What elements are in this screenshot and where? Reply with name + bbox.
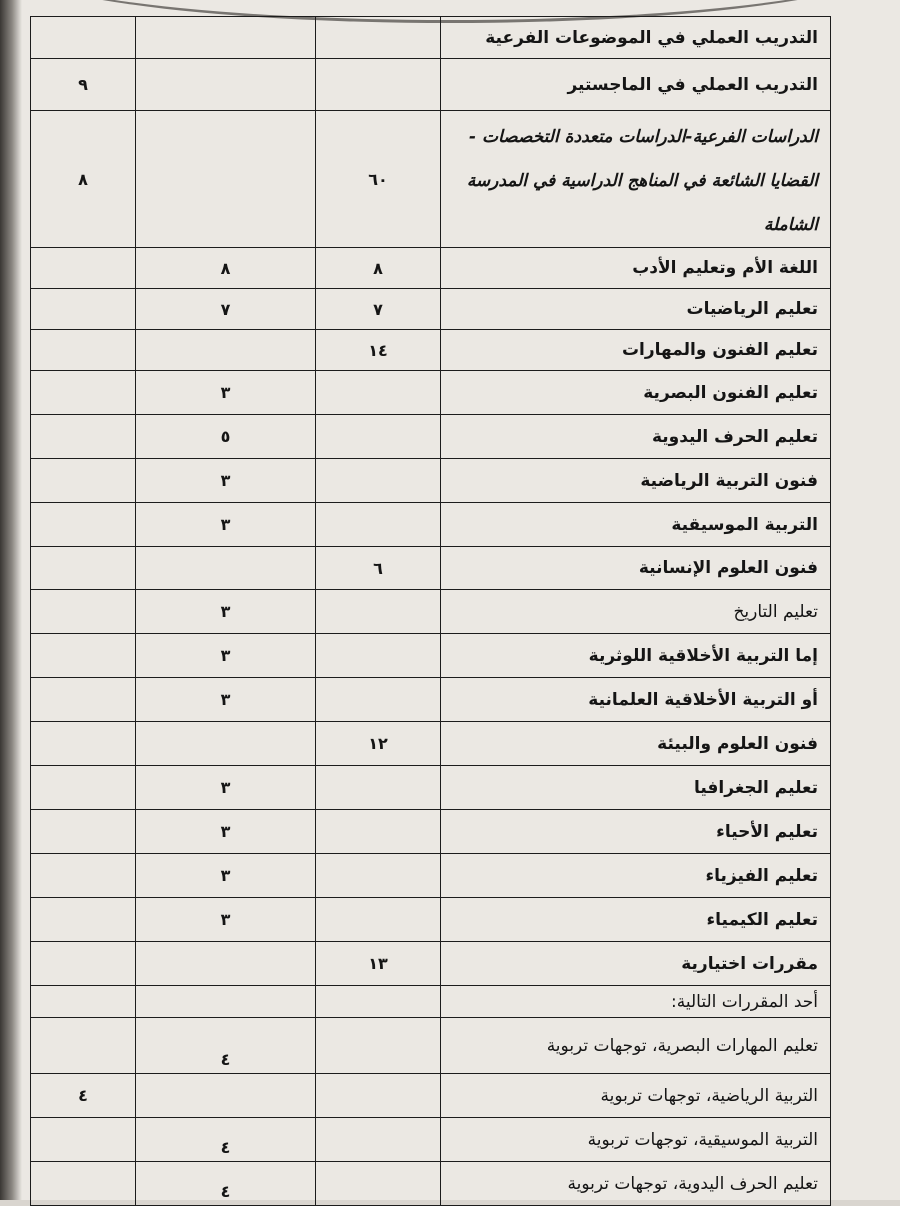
extra-credits: ٩ xyxy=(31,59,136,111)
extra-credits xyxy=(31,678,136,722)
table-row xyxy=(31,17,831,59)
extra-credits xyxy=(31,459,136,503)
total-credits xyxy=(316,17,441,59)
course-title: اللغة الأم وتعليم الأدب xyxy=(441,248,831,289)
course-title: تعليم الحرف اليدوية، توجهات تربوية xyxy=(441,1162,831,1206)
total-credits xyxy=(316,371,441,415)
sub-credits: ٧ xyxy=(136,289,316,330)
total-credits: ٦ xyxy=(316,547,441,590)
total-credits xyxy=(316,59,441,111)
extra-credits xyxy=(31,634,136,678)
table-row xyxy=(31,547,831,590)
table-row xyxy=(31,371,831,415)
sub-credits xyxy=(136,722,316,766)
extra-credits xyxy=(31,722,136,766)
extra-credits xyxy=(31,942,136,986)
total-credits xyxy=(316,854,441,898)
sub-credits: ٤ xyxy=(136,1162,316,1206)
extra-credits xyxy=(31,810,136,854)
total-credits xyxy=(316,986,441,1018)
course-credits-table xyxy=(30,16,831,1206)
table-row xyxy=(31,1074,831,1118)
table-row xyxy=(31,459,831,503)
total-credits: ١٣ xyxy=(316,942,441,986)
sub-credits: ٤ xyxy=(136,1018,316,1074)
total-credits: ١٢ xyxy=(316,722,441,766)
table-row xyxy=(31,986,831,1018)
sub-credits: ٣ xyxy=(136,854,316,898)
total-credits xyxy=(316,590,441,634)
course-title: تعليم الجغرافيا xyxy=(441,766,831,810)
extra-credits xyxy=(31,986,136,1018)
table-row xyxy=(31,111,831,248)
course-title: أو التربية الأخلاقية العلمانية xyxy=(441,678,831,722)
course-title: تعليم الفيزياء xyxy=(441,854,831,898)
sub-credits xyxy=(136,111,316,248)
course-title: الدراسات الفرعية-الدراسات متعددة التخصصات - القضايا الشائعة في المناهج الدراسية في المدرسة الشاملة xyxy=(441,111,831,248)
course-title: فنون التربية الرياضية xyxy=(441,459,831,503)
table-row xyxy=(31,898,831,942)
sub-credits: ٨ xyxy=(136,248,316,289)
extra-credits xyxy=(31,1018,136,1074)
extra-credits xyxy=(31,503,136,547)
book-binding-shadow xyxy=(0,0,22,1200)
sub-credits: ٣ xyxy=(136,810,316,854)
extra-credits xyxy=(31,590,136,634)
total-credits: ٧ xyxy=(316,289,441,330)
total-credits xyxy=(316,766,441,810)
total-credits xyxy=(316,810,441,854)
course-title: التربية الموسيقية xyxy=(441,503,831,547)
table-row xyxy=(31,766,831,810)
total-credits: ٨ xyxy=(316,248,441,289)
table-row xyxy=(31,330,831,371)
table-row xyxy=(31,634,831,678)
total-credits xyxy=(316,678,441,722)
extra-credits xyxy=(31,330,136,371)
table-row xyxy=(31,1018,831,1074)
sub-credits xyxy=(136,942,316,986)
sub-credits: ٣ xyxy=(136,634,316,678)
table-row xyxy=(31,1162,831,1206)
extra-credits: ٨ xyxy=(31,111,136,248)
sub-credits: ٣ xyxy=(136,766,316,810)
course-title: التربية الموسيقية، توجهات تربوية xyxy=(441,1118,831,1162)
sub-credits: ٣ xyxy=(136,898,316,942)
extra-credits xyxy=(31,1162,136,1206)
course-title: تعليم الفنون البصرية xyxy=(441,371,831,415)
sub-credits: ٣ xyxy=(136,459,316,503)
total-credits xyxy=(316,1018,441,1074)
course-title: تعليم الأحياء xyxy=(441,810,831,854)
course-title: التدريب العملي في الموضوعات الفرعية xyxy=(441,17,831,59)
total-credits xyxy=(316,503,441,547)
sub-credits xyxy=(136,547,316,590)
table-row xyxy=(31,248,831,289)
course-title: أحد المقررات التالية: xyxy=(441,986,831,1018)
table-row xyxy=(31,59,831,111)
sub-credits: ٣ xyxy=(136,678,316,722)
table-row xyxy=(31,678,831,722)
table-row xyxy=(31,854,831,898)
sub-credits: ٤ xyxy=(136,1118,316,1162)
sub-credits xyxy=(136,330,316,371)
course-title: تعليم الرياضيات xyxy=(441,289,831,330)
extra-credits xyxy=(31,854,136,898)
table-row xyxy=(31,722,831,766)
total-credits xyxy=(316,1118,441,1162)
table-row xyxy=(31,289,831,330)
total-credits: ٦٠ xyxy=(316,111,441,248)
course-title: فنون العلوم والبيئة xyxy=(441,722,831,766)
sub-credits xyxy=(136,17,316,59)
sub-credits: ٣ xyxy=(136,503,316,547)
extra-credits xyxy=(31,289,136,330)
sub-credits xyxy=(136,1074,316,1118)
table-row xyxy=(31,415,831,459)
extra-credits xyxy=(31,248,136,289)
extra-credits xyxy=(31,415,136,459)
course-title: فنون العلوم الإنسانية xyxy=(441,547,831,590)
extra-credits xyxy=(31,17,136,59)
extra-credits xyxy=(31,547,136,590)
course-title: التدريب العملي في الماجستير xyxy=(441,59,831,111)
course-title: تعليم الحرف اليدوية xyxy=(441,415,831,459)
table-row xyxy=(31,503,831,547)
extra-credits: ٤ xyxy=(31,1074,136,1118)
sub-credits: ٣ xyxy=(136,371,316,415)
extra-credits xyxy=(31,898,136,942)
course-title: مقررات اختيارية xyxy=(441,942,831,986)
sub-credits: ٣ xyxy=(136,590,316,634)
course-title: تعليم الكيمياء xyxy=(441,898,831,942)
total-credits xyxy=(316,459,441,503)
total-credits xyxy=(316,1162,441,1206)
extra-credits xyxy=(31,1118,136,1162)
total-credits xyxy=(316,898,441,942)
total-credits: ١٤ xyxy=(316,330,441,371)
course-title: تعليم التاريخ xyxy=(441,590,831,634)
table-row xyxy=(31,590,831,634)
total-credits xyxy=(316,1074,441,1118)
course-title: إما التربية الأخلاقية اللوثرية xyxy=(441,634,831,678)
course-title: التربية الرياضية، توجهات تربوية xyxy=(441,1074,831,1118)
table-row xyxy=(31,810,831,854)
table-row xyxy=(31,1118,831,1162)
course-title: تعليم الفنون والمهارات xyxy=(441,330,831,371)
total-credits xyxy=(316,415,441,459)
extra-credits xyxy=(31,766,136,810)
table-row xyxy=(31,942,831,986)
sub-credits xyxy=(136,59,316,111)
sub-credits xyxy=(136,986,316,1018)
total-credits xyxy=(316,634,441,678)
extra-credits xyxy=(31,371,136,415)
course-title: تعليم المهارات البصرية، توجهات تربوية xyxy=(441,1018,831,1074)
sub-credits: ٥ xyxy=(136,415,316,459)
